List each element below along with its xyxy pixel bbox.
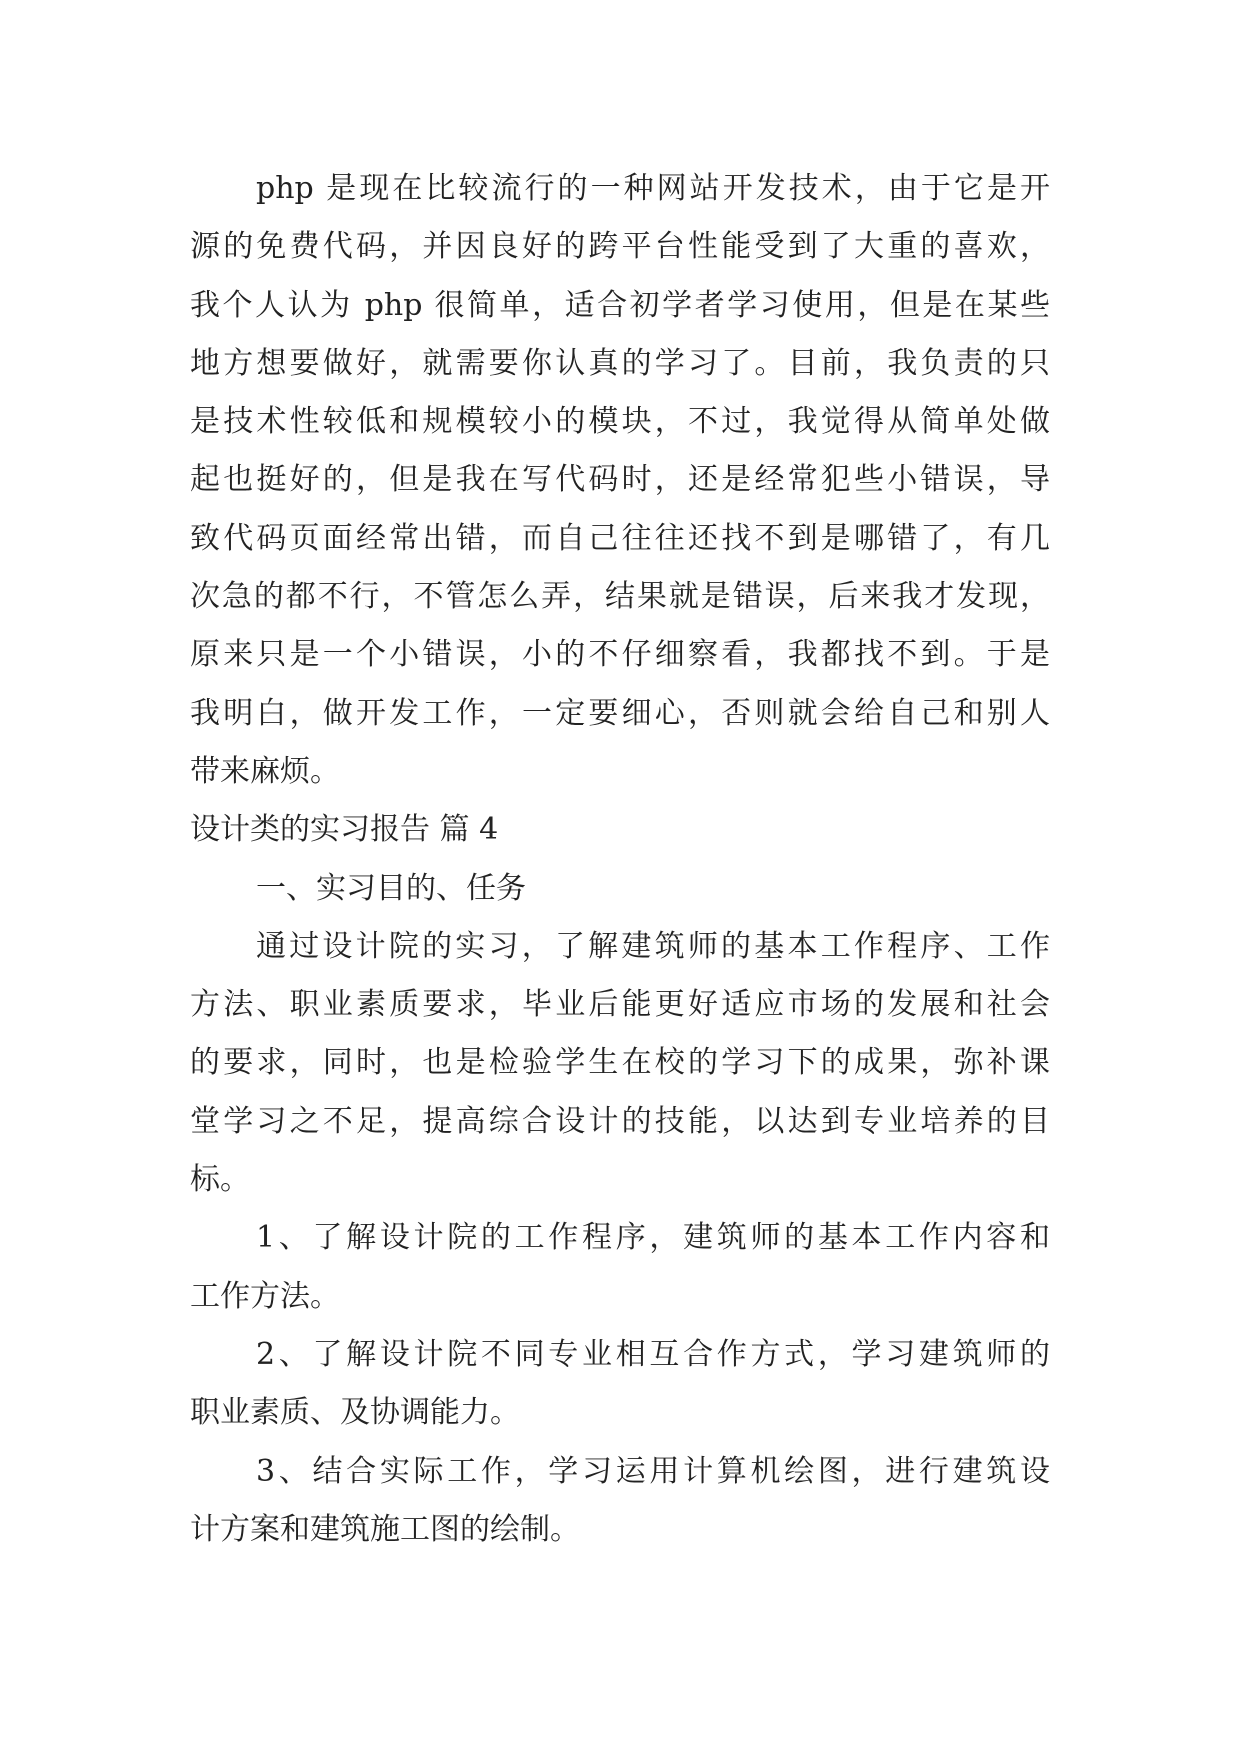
paragraph-line: 原来只是一个小错误，小的不仔细察看，我都找不到。于是 <box>190 637 1050 673</box>
paragraph-line: 地方想要做好，就需要你认真的学习了。目前，我负责的只 <box>190 345 1050 381</box>
paragraph-line: 次急的都不行，不管怎么弄，结果就是错误，后来我才发现， <box>190 579 1050 615</box>
paragraph-line: php 是现在比较流行的一种网站开发技术，由于它是开 <box>256 171 1050 206</box>
list-item-line: 工作方法。 <box>190 1278 340 1314</box>
paragraph-line: 是技术性较低和规模较小的模块，不过，我觉得从简单处做 <box>190 404 1050 440</box>
section-heading: 设计类的实习报告 篇 4 <box>190 812 499 848</box>
paragraph-line: 方法、职业素质要求，毕业后能更好适应市场的发展和社会 <box>190 987 1050 1023</box>
paragraph-line: 通过设计院的实习，了解建筑师的基本工作程序、工作 <box>256 928 1050 964</box>
paragraph-line: 源的免费代码，并因良好的跨平台性能受到了大重的喜欢， <box>190 229 1050 265</box>
list-item-line: 3、结合实际工作，学习运用计算机绘图，进行建筑设 <box>256 1453 1050 1489</box>
list-item-line: 计方案和建筑施工图的绘制。 <box>190 1511 580 1547</box>
list-item-line: 2、了解设计院不同专业相互合作方式，学习建筑师的 <box>256 1336 1050 1372</box>
subsection-heading: 一、实习目的、任务 <box>256 870 526 906</box>
paragraph-line: 标。 <box>190 1162 250 1198</box>
list-item-line: 职业素质、及协调能力。 <box>190 1395 520 1431</box>
paragraph-line: 起也挺好的，但是我在写代码时，还是经常犯些小错误，导 <box>190 462 1050 498</box>
document-body <box>190 160 1050 1559</box>
paragraph-line: 堂学习之不足，提高综合设计的技能，以达到专业培养的目 <box>190 1103 1050 1139</box>
paragraph-line: 的要求，同时，也是检验学生在校的学习下的成果，弥补课 <box>190 1045 1050 1081</box>
paragraph-line: 致代码页面经常出错，而自己往往还找不到是哪错了，有几 <box>190 520 1050 556</box>
list-item-line: 1、了解设计院的工作程序，建筑师的基本工作内容和 <box>256 1220 1050 1256</box>
paragraph-line: 我个人认为 php 很简单，适合初学者学习使用，但是在某些 <box>190 287 1050 323</box>
paragraph-line: 我明白，做开发工作，一定要细心，否则就会给自己和别人 <box>190 695 1050 731</box>
paragraph-line: 带来麻烦。 <box>190 753 340 789</box>
